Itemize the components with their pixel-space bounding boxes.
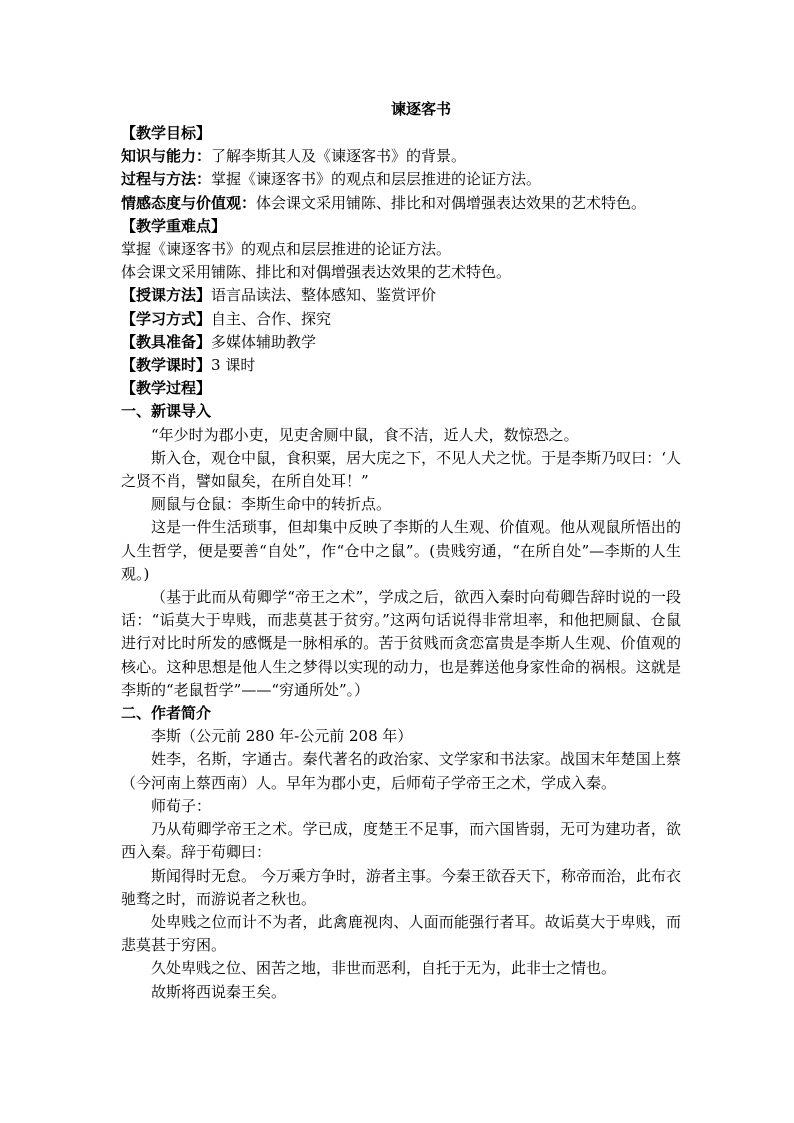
paragraph: 李斯（公元前 280 年-公元前 208 年） xyxy=(151,727,413,746)
paragraph: 厕鼠与仓鼠：李斯生命中的转折点。 xyxy=(151,495,392,514)
info-value: 多媒体辅助教学 xyxy=(211,332,317,351)
paragraph: 姓李，名斯，字通古。秦代著名的政治家、文学家和书法家。战国末年楚国上蔡（今河南上蔡西南）人。早年为郡小吏，后师荀子学帝王之术，学成入秦。 xyxy=(121,750,681,792)
document-body xyxy=(121,98,681,1004)
info-value: 3 课时 xyxy=(211,356,256,375)
info-row xyxy=(121,354,681,377)
paragraph: 斯入仓，观仓中鼠，食积粟，居大庑之下，不见人犬之忧。于是李斯乃叹曰：‘人之贤不肖，譬如鼠矣，在所自处耳！” xyxy=(121,448,681,491)
info-row xyxy=(121,331,681,354)
info-row xyxy=(121,308,681,331)
paragraph: 故斯将西说秦王矣。 xyxy=(151,982,287,1001)
objective-item xyxy=(121,168,681,191)
objective-item xyxy=(121,192,681,215)
process-heading: 【教学过程】 xyxy=(121,379,212,398)
objective-item xyxy=(121,145,681,168)
paragraph: 斯闻得时无怠。 今万乘方争时，游者主事。今秦王欲吞天下，称帝而治，此布衣驰骛之时，而游说者之秋也。 xyxy=(121,866,681,908)
objective-label: 情感态度与价值观： xyxy=(121,193,257,212)
info-row xyxy=(121,284,681,307)
paragraph: （基于此而从荀卿学“帝王之术”，学成之后，欲西入秦时向荀卿告辞时说的一段话：“诟莫大于卑贱，而悲莫甚于贫穷。”这两句话说得非常坦率，和他把厕鼠、仓鼠进行对比时所发的感慨是一脉相承的。苦于贫贱而贪恋富贵是李斯人生观、价值观的核心。这种思想是他人生之梦得以实现的动力，也是葬送他身家性命的祸根。这就是李斯的“老鼠哲学”——“穷通所处”。） xyxy=(121,588,681,699)
key-points-heading: 【教学重难点】 xyxy=(121,216,227,235)
paragraph: 师荀子： xyxy=(151,796,212,815)
info-label: 【学习方式】 xyxy=(121,309,212,328)
objective-text: 掌握《谏逐客书》的观点和层层推进的论证方法。 xyxy=(211,170,542,189)
section-heading: 二、作者简介 xyxy=(121,704,212,723)
paragraph: 久处卑贱之位、困苦之地，非世而恶利，自托于无为，此非士之情也。 xyxy=(151,959,617,978)
paragraph: 处卑贱之位而计不为者，此禽鹿视肉、人面而能强行者耳。故诟莫大于卑贱，而悲莫甚于穷困。 xyxy=(121,912,681,955)
info-label: 【授课方法】 xyxy=(121,286,212,305)
objective-label: 过程与方法： xyxy=(121,170,212,189)
key-point-item: 体会课文采用铺陈、排比和对偶增强表达效果的艺术特色。 xyxy=(121,263,512,282)
section-heading: 一、新课导入 xyxy=(121,402,212,421)
objective-text: 了解李斯其人及《谏逐客书》的背景。 xyxy=(211,147,467,166)
info-value: 语言品读法、整体感知、鉴赏评价 xyxy=(211,286,437,305)
objective-text: 体会课文采用铺陈、排比和对偶增强表达效果的艺术特色。 xyxy=(256,193,647,212)
page-title: 谏逐客书 xyxy=(390,100,451,118)
info-label: 【教学课时】 xyxy=(121,356,212,375)
objective-label: 知识与能力： xyxy=(121,147,212,166)
paragraph: “年少时为郡小吏，见吏舍厕中鼠，食不洁，近人犬，数惊恐之。 xyxy=(151,425,579,444)
paragraph: 乃从荀卿学帝王之术。学已成，度楚王不足事，而六国皆弱，无可为建功者，欲西入秦。辞于荀卿曰： xyxy=(121,820,681,862)
key-point-item: 掌握《谏逐客书》的观点和层层推进的论证方法。 xyxy=(121,240,452,259)
info-label: 【教具准备】 xyxy=(121,332,212,351)
paragraph: 这是一件生活琐事，但却集中反映了李斯的人生观、价值观。他从观鼠所悟出的人生哲学，便是要善“自处”，作“仓中之鼠”。(贵贱穷通，“在所自处”—李斯的人生观。) xyxy=(121,518,681,583)
info-value: 自主、合作、探究 xyxy=(211,309,332,328)
objectives-heading: 【教学目标】 xyxy=(121,124,212,142)
